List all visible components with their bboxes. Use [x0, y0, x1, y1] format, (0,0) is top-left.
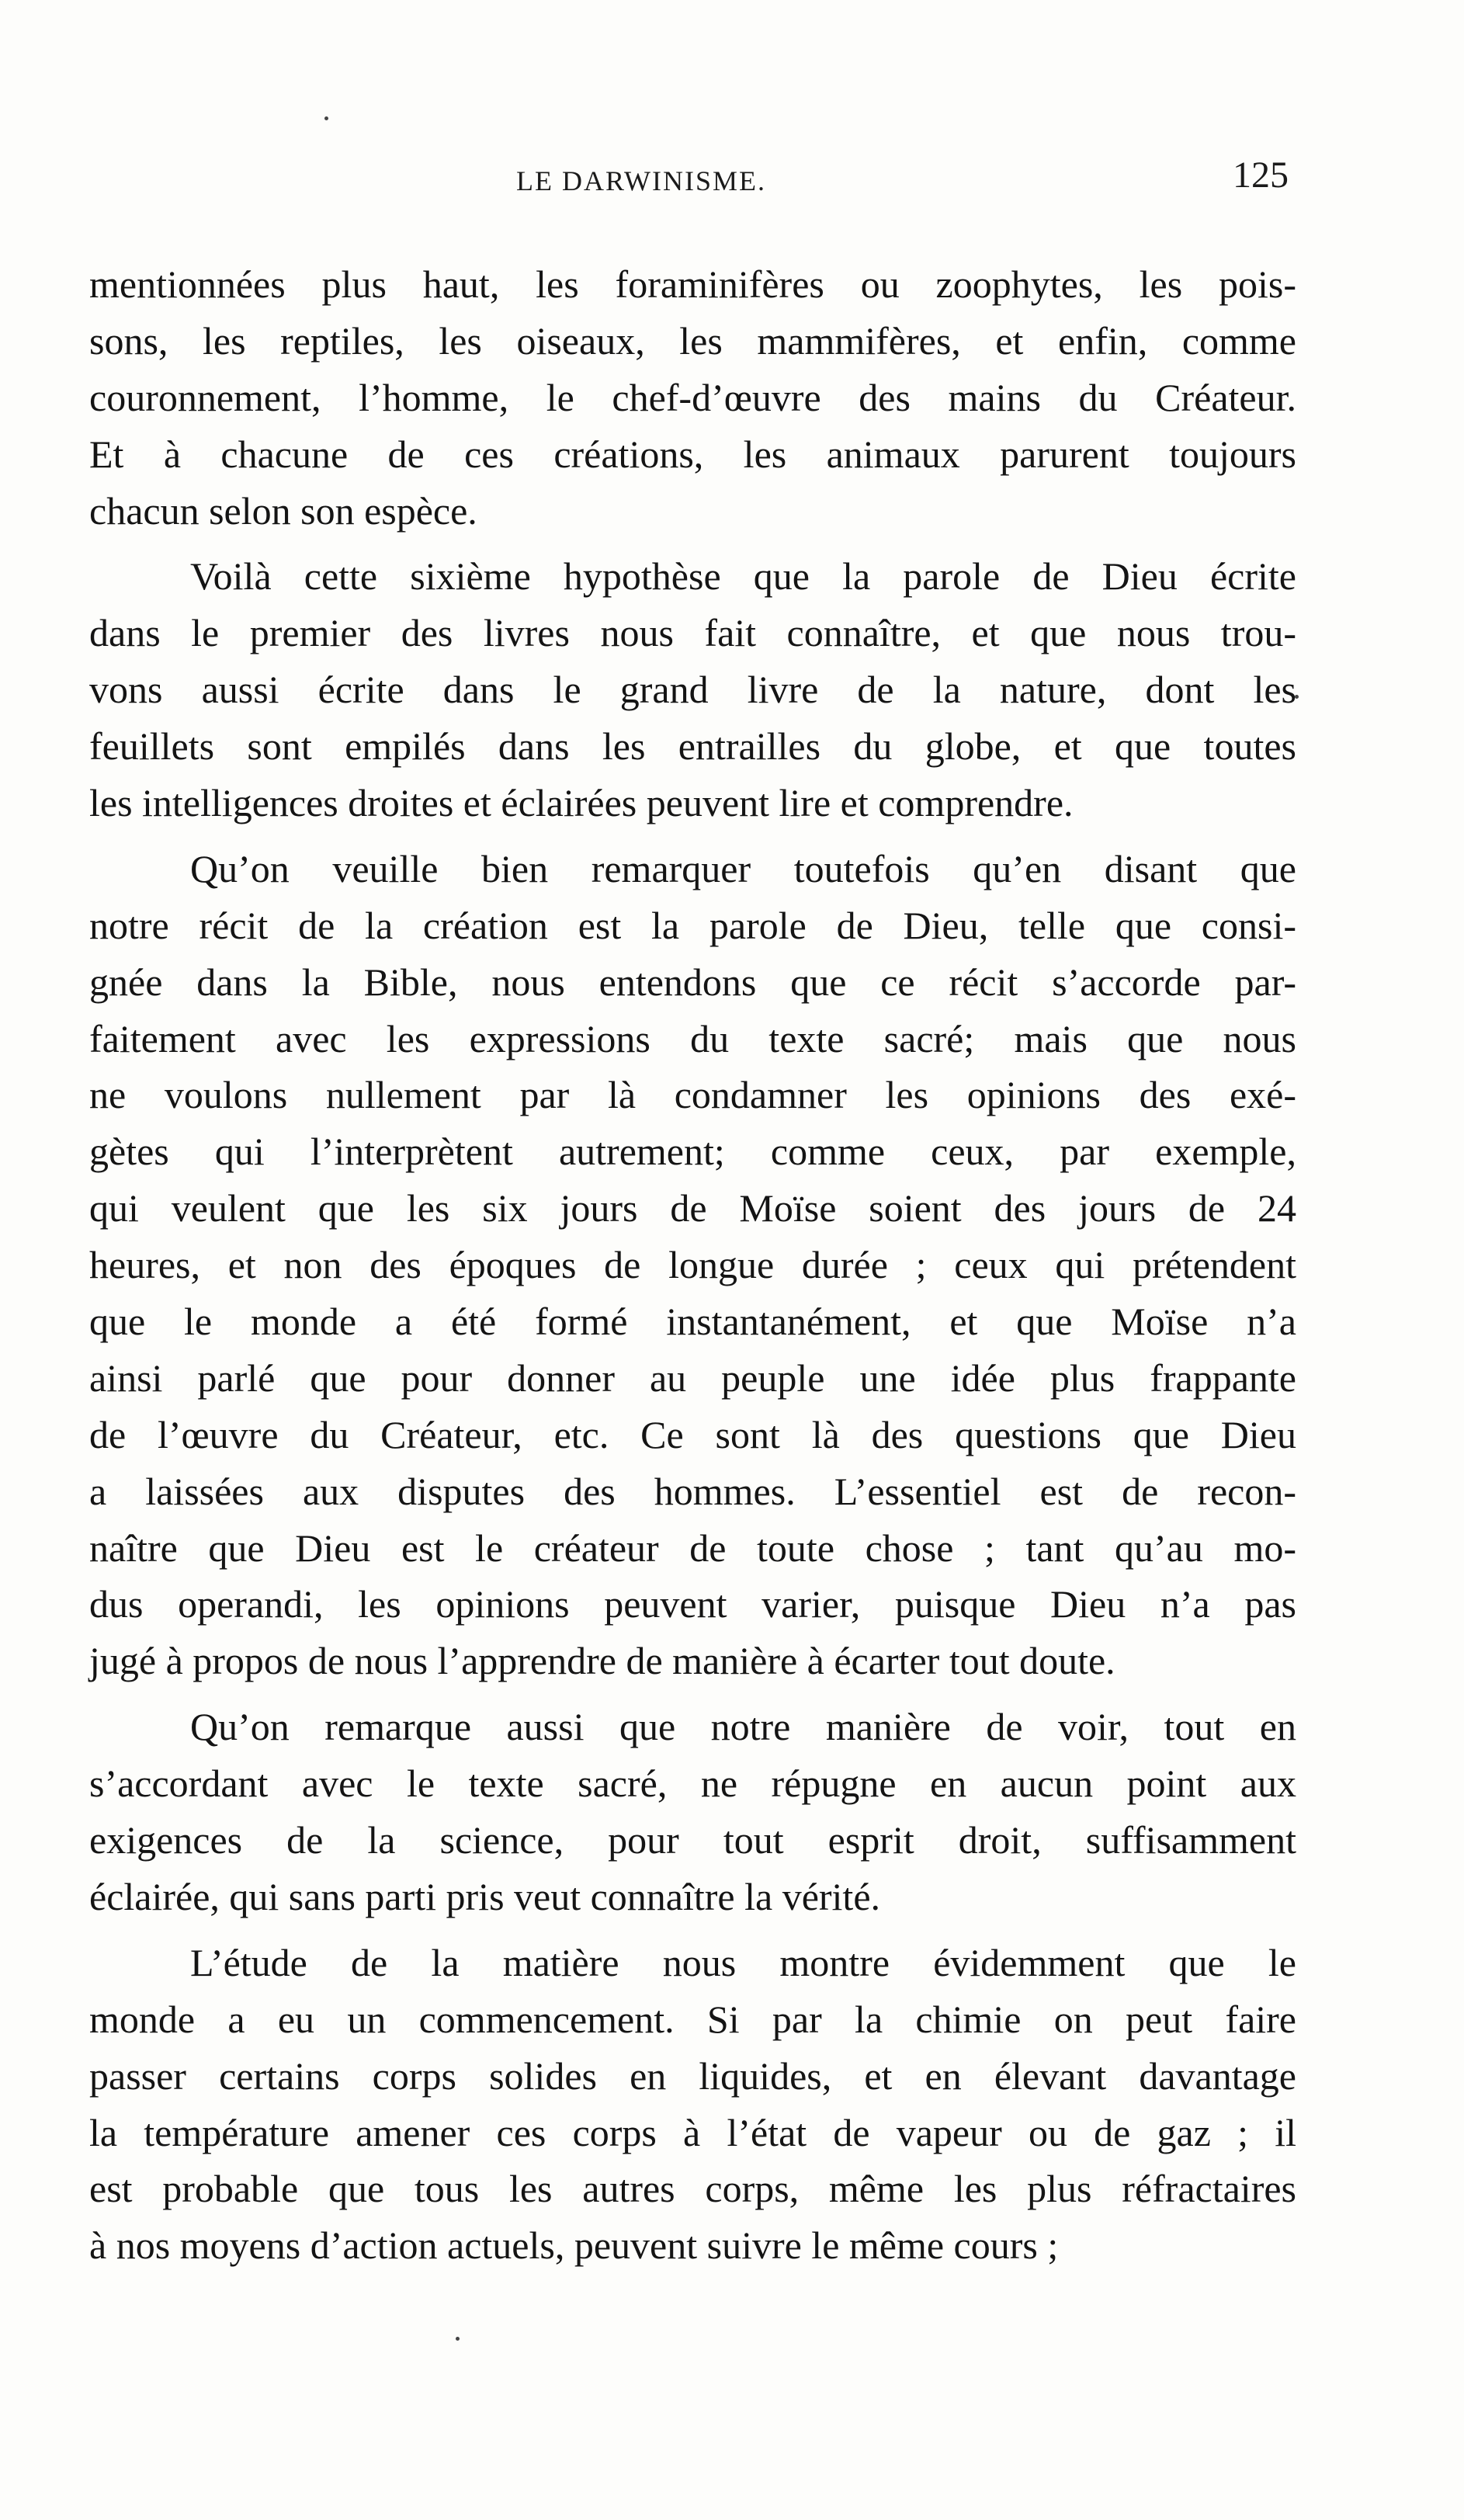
text-line: vons aussi écrite dans le grand livre de la nature, dont les	[89, 668, 1296, 712]
paragraph-gap	[89, 1689, 1296, 1699]
text-line: passer certains corps solides en liquides, et en élevant davantage	[89, 2053, 1296, 2098]
text-line: ainsi parlé que pour donner au peuple une idée plus frappante	[89, 1355, 1296, 1400]
text-line: dus operandi, les opinions peuvent varier, puisque Dieu n’a pas	[89, 1582, 1296, 1626]
running-title: LE DARWINISME.	[516, 165, 766, 196]
text-line: éclairée, qui sans parti pris veut connaître la vérité.	[89, 1874, 881, 1918]
text-line: L’étude de la matière nous montre évidemment que le	[190, 1940, 1296, 1984]
body-text	[89, 256, 1296, 2274]
text-line: Voilà cette sixième hypothèse que la parole de Dieu écrite	[190, 554, 1296, 599]
text-line: mentionnées plus haut, les foraminifères ou zoophytes, les pois-	[89, 262, 1296, 306]
text-line: de l’œuvre du Créateur, etc. Ce sont là des questions que Dieu	[89, 1412, 1296, 1456]
text-line: qui veulent que les six jours de Moïse soient des jours de 24	[89, 1186, 1296, 1230]
text-line: s’accordant avec le texte sacré, ne répugne en aucun point aux	[89, 1762, 1296, 1806]
print-speck	[324, 116, 328, 120]
text-line: gnée dans la Bible, nous entendons que ce récit s’accorde par-	[89, 960, 1296, 1004]
text-line: gètes qui l’interprètent autrement; comme ceux, par exemple,	[89, 1130, 1296, 1174]
paragraph	[89, 256, 1296, 539]
text-line: feuillets sont empilés dans les entrailles du globe, et que toutes	[89, 724, 1296, 769]
text-line: la température amener ces corps à l’état de vapeur ou de gaz ; il	[89, 2110, 1296, 2154]
page-header	[93, 148, 1289, 210]
paragraph-gap	[89, 831, 1296, 841]
paragraph	[89, 841, 1296, 1689]
text-line: heures, et non des époques de longue durée ; ceux qui prétendent	[89, 1243, 1296, 1287]
text-line: exigences de la science, pour tout esprit droit, suffisamment	[89, 1818, 1296, 1862]
paragraph	[89, 1699, 1296, 1925]
text-line: naître que Dieu est le créateur de toute chose ; tant qu’au mo-	[89, 1526, 1296, 1570]
text-line: couronnement, l’homme, le chef-d’œuvre des mains du Créateur.	[89, 375, 1296, 419]
text-line: dans le premier des livres nous fait connaître, et que nous trou-	[89, 611, 1296, 655]
paragraph-gap	[89, 539, 1296, 548]
page-number: 125	[1233, 154, 1289, 196]
text-line: Qu’on remarque aussi que notre manière de voir, tout en	[190, 1705, 1296, 1749]
paragraph-gap	[89, 1925, 1296, 1935]
print-speck	[456, 2337, 460, 2341]
text-line: monde a eu un commencement. Si par la chimie on peut faire	[89, 1997, 1296, 2041]
text-line: chacun selon son espèce.	[89, 488, 477, 533]
text-line: notre récit de la création est la parole de Dieu, telle que consi-	[89, 903, 1296, 947]
text-line: Et à chacune de ces créations, les animaux parurent toujours	[89, 432, 1296, 476]
text-line: jugé à propos de nous l’apprendre de manière à écarter tout doute.	[89, 1639, 1115, 1683]
paragraph	[89, 548, 1296, 831]
text-line: est probable que tous les autres corps, même les plus réfractaires	[89, 2167, 1296, 2211]
text-line: ne voulons nullement par là condamner les opinions des exé-	[89, 1073, 1296, 1117]
text-line: a laissées aux disputes des hommes. L’essentiel est de recon-	[89, 1469, 1296, 1513]
text-line: Qu’on veuille bien remarquer toutefois qu’en disant que	[190, 846, 1296, 890]
text-line: à nos moyens d’action actuels, peuvent suivre le même cours ;	[89, 2223, 1059, 2268]
text-line: que le monde a été formé instantanément, et que Moïse n’a	[89, 1300, 1296, 1344]
text-line: les intelligences droites et éclairées peuvent lire et comprendre.	[89, 781, 1074, 825]
text-line: sons, les reptiles, les oiseaux, les mammifères, et enfin, comme	[89, 318, 1296, 363]
text-line: faitement avec les expressions du texte sacré; mais que nous	[89, 1016, 1296, 1060]
paragraph	[89, 1935, 1296, 2274]
